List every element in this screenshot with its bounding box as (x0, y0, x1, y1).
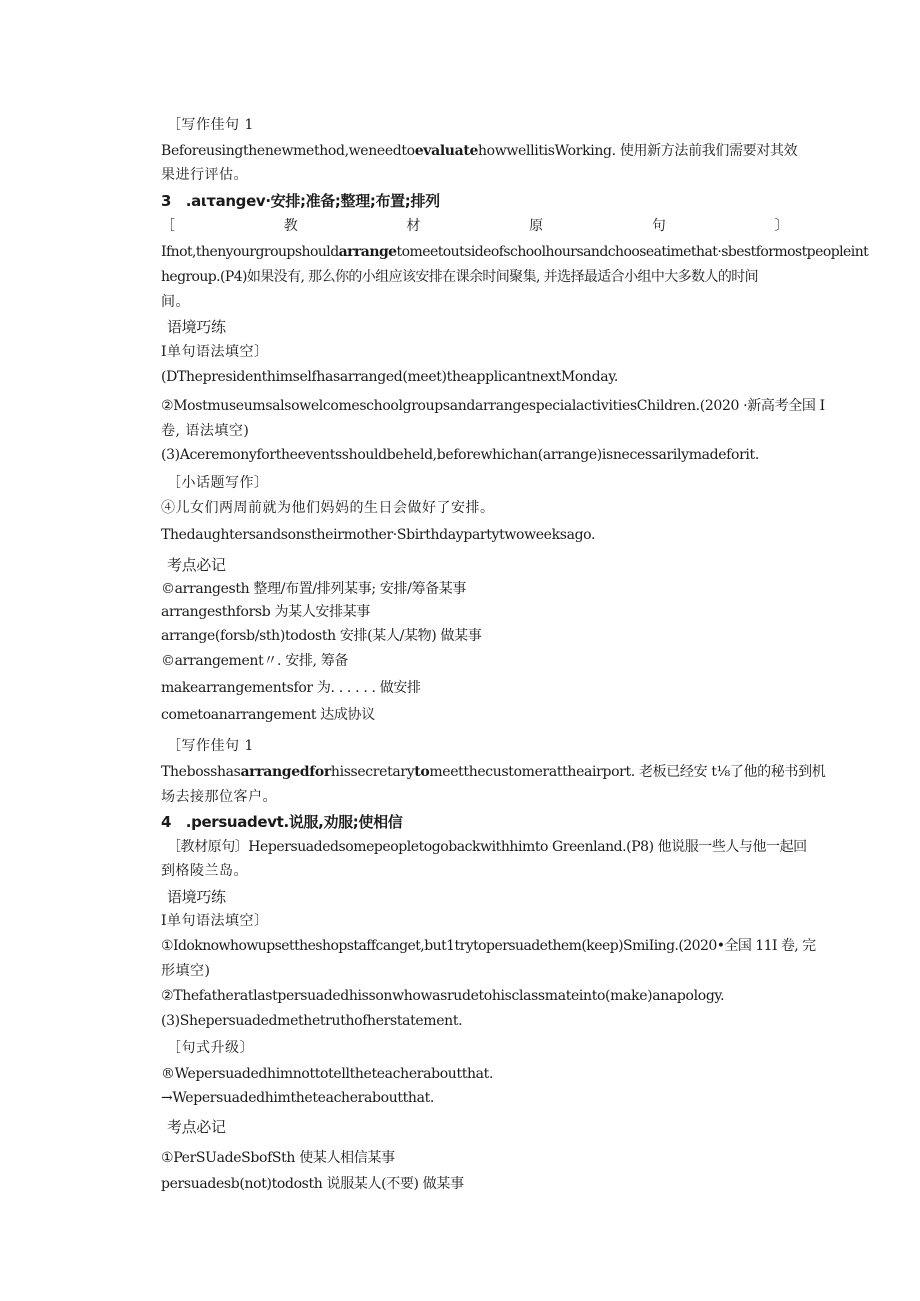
textbook-line: ［教材原句〕Hepersuadedsomepeopletogobackwithhimto Greenland.(P8) 他说服一些人与他一起回 (167, 839, 807, 855)
exercise-item: ②MostmuseumsalsowelcomeschoolgroupsandarrangespecialactivitiesChildren.(2020 ·新高考全国 I (161, 398, 825, 414)
remember-item: arrange(forsb∕sth)todosth 安排(某人/某物) 做某事 (161, 628, 482, 644)
exercise-item: ①Idoknowhowupsettheshopstaffcanget,but1trytopersuadethem(keep)SmiIing.(2020•全国 11I 卷, 完 (161, 938, 816, 954)
textbook-line: Ifnot,thenyourgroupshouldarrangetomeetoutsideofschoolhoursandchooseatimethat·sbestformostpeopleint (161, 244, 869, 260)
remember-item: cometoanarrangement 达成协议 (161, 707, 375, 723)
writing-line: Beforeusingthenewmethod,weneedtoevaluatehowwellitisWorking. 使用新方法前我们需要对其效 (161, 143, 798, 159)
exercise-item: (3)Shepersuadedmethetruthofherstatement. (161, 1013, 463, 1029)
textbook-sentence-label: ［ 教 材 原 句 〕 (161, 218, 789, 234)
textbook-line: 到格陵兰岛。 (161, 863, 248, 879)
writing-line: 果进行评估。 (161, 167, 248, 183)
fill-blank-label: I单句语法填空〕 (161, 913, 269, 929)
practice-heading: 语境巧练 (167, 888, 226, 906)
textbook-line: 间。 (161, 294, 190, 310)
sentence-upgrade-label: ［句式升级〕 (167, 1040, 254, 1056)
remember-item: ©arrangesth 整理/布置/排列某事; 安排/筹备某事 (161, 581, 467, 597)
writing-label: ［写作佳句 1 (167, 117, 254, 133)
section-3-heading: 3 .aιτangev·安排;准备;整理;布置;排列 (161, 192, 440, 210)
exercise-item: (DThepresidenthimselfhasarranged(meet)theapplicantnextMonday. (161, 369, 619, 385)
remember-item: ①PerSUadeSbofSth 使某人相信某事 (161, 1150, 395, 1166)
writing-line: Thebosshasarrangedforhissecretarytomeetthecustomerattheairport. 老板已经安 t⅛了他的秘书到机 (161, 764, 826, 780)
topic-writing-label: ［小话题写作〕 (167, 475, 269, 491)
exercise-item: ②Thefatheratlastpersuadedhissonwhowasrudetohisclassmateinto(make)anapology. (161, 988, 725, 1004)
remember-item: makearrangementsfor 为. . . . . . 做安排 (161, 680, 421, 696)
remember-item: ©arrangement〃. 安排, 筹备 (161, 653, 348, 669)
topic-writing-cn: ④儿女们两周前就为他们妈妈的生日会做好了安排。 (161, 500, 495, 516)
section-4-heading: 4 .persuadevt.说服,劝服;使相信 (161, 813, 403, 831)
upgrade-item: ®Wepersuadedhimnottotelltheteacheraboutthat. (161, 1066, 494, 1082)
writing-label: ［写作佳句 1 (167, 738, 254, 754)
remember-heading: 考点必记 (167, 1118, 226, 1136)
fill-blank-label: I单句语法填空〕 (161, 344, 269, 360)
writing-line: 场去接那位客户。 (161, 789, 277, 805)
remember-item: persuadesb(not)todosth 说服某人(不要) 做某事 (161, 1176, 464, 1192)
remember-item: arrangesthforsb 为某人安排某事 (161, 604, 371, 620)
practice-heading: 语境巧练 (167, 318, 226, 336)
textbook-line: hegroup.(P4)如果没有, 那么你的小组应该安排在课余时间聚集, 并选择最适合小组中大多数人的时间 (161, 269, 759, 285)
topic-writing-en: Thedaughtersandsonstheirmother·Sbirthdaypartytwoweeksago. (161, 527, 596, 543)
exercise-item: (3)Aceremonyfortheeventsshouldbeheld,beforewhichan(arrange)isnecessarilymadeforit. (161, 447, 759, 463)
exercise-item: 卷, 语法填空) (161, 423, 250, 439)
upgrade-item: →Wepersuadedhimtheteacheraboutthat. (161, 1090, 434, 1106)
remember-heading: 考点必记 (167, 556, 226, 574)
exercise-item: 形填空) (161, 963, 211, 979)
